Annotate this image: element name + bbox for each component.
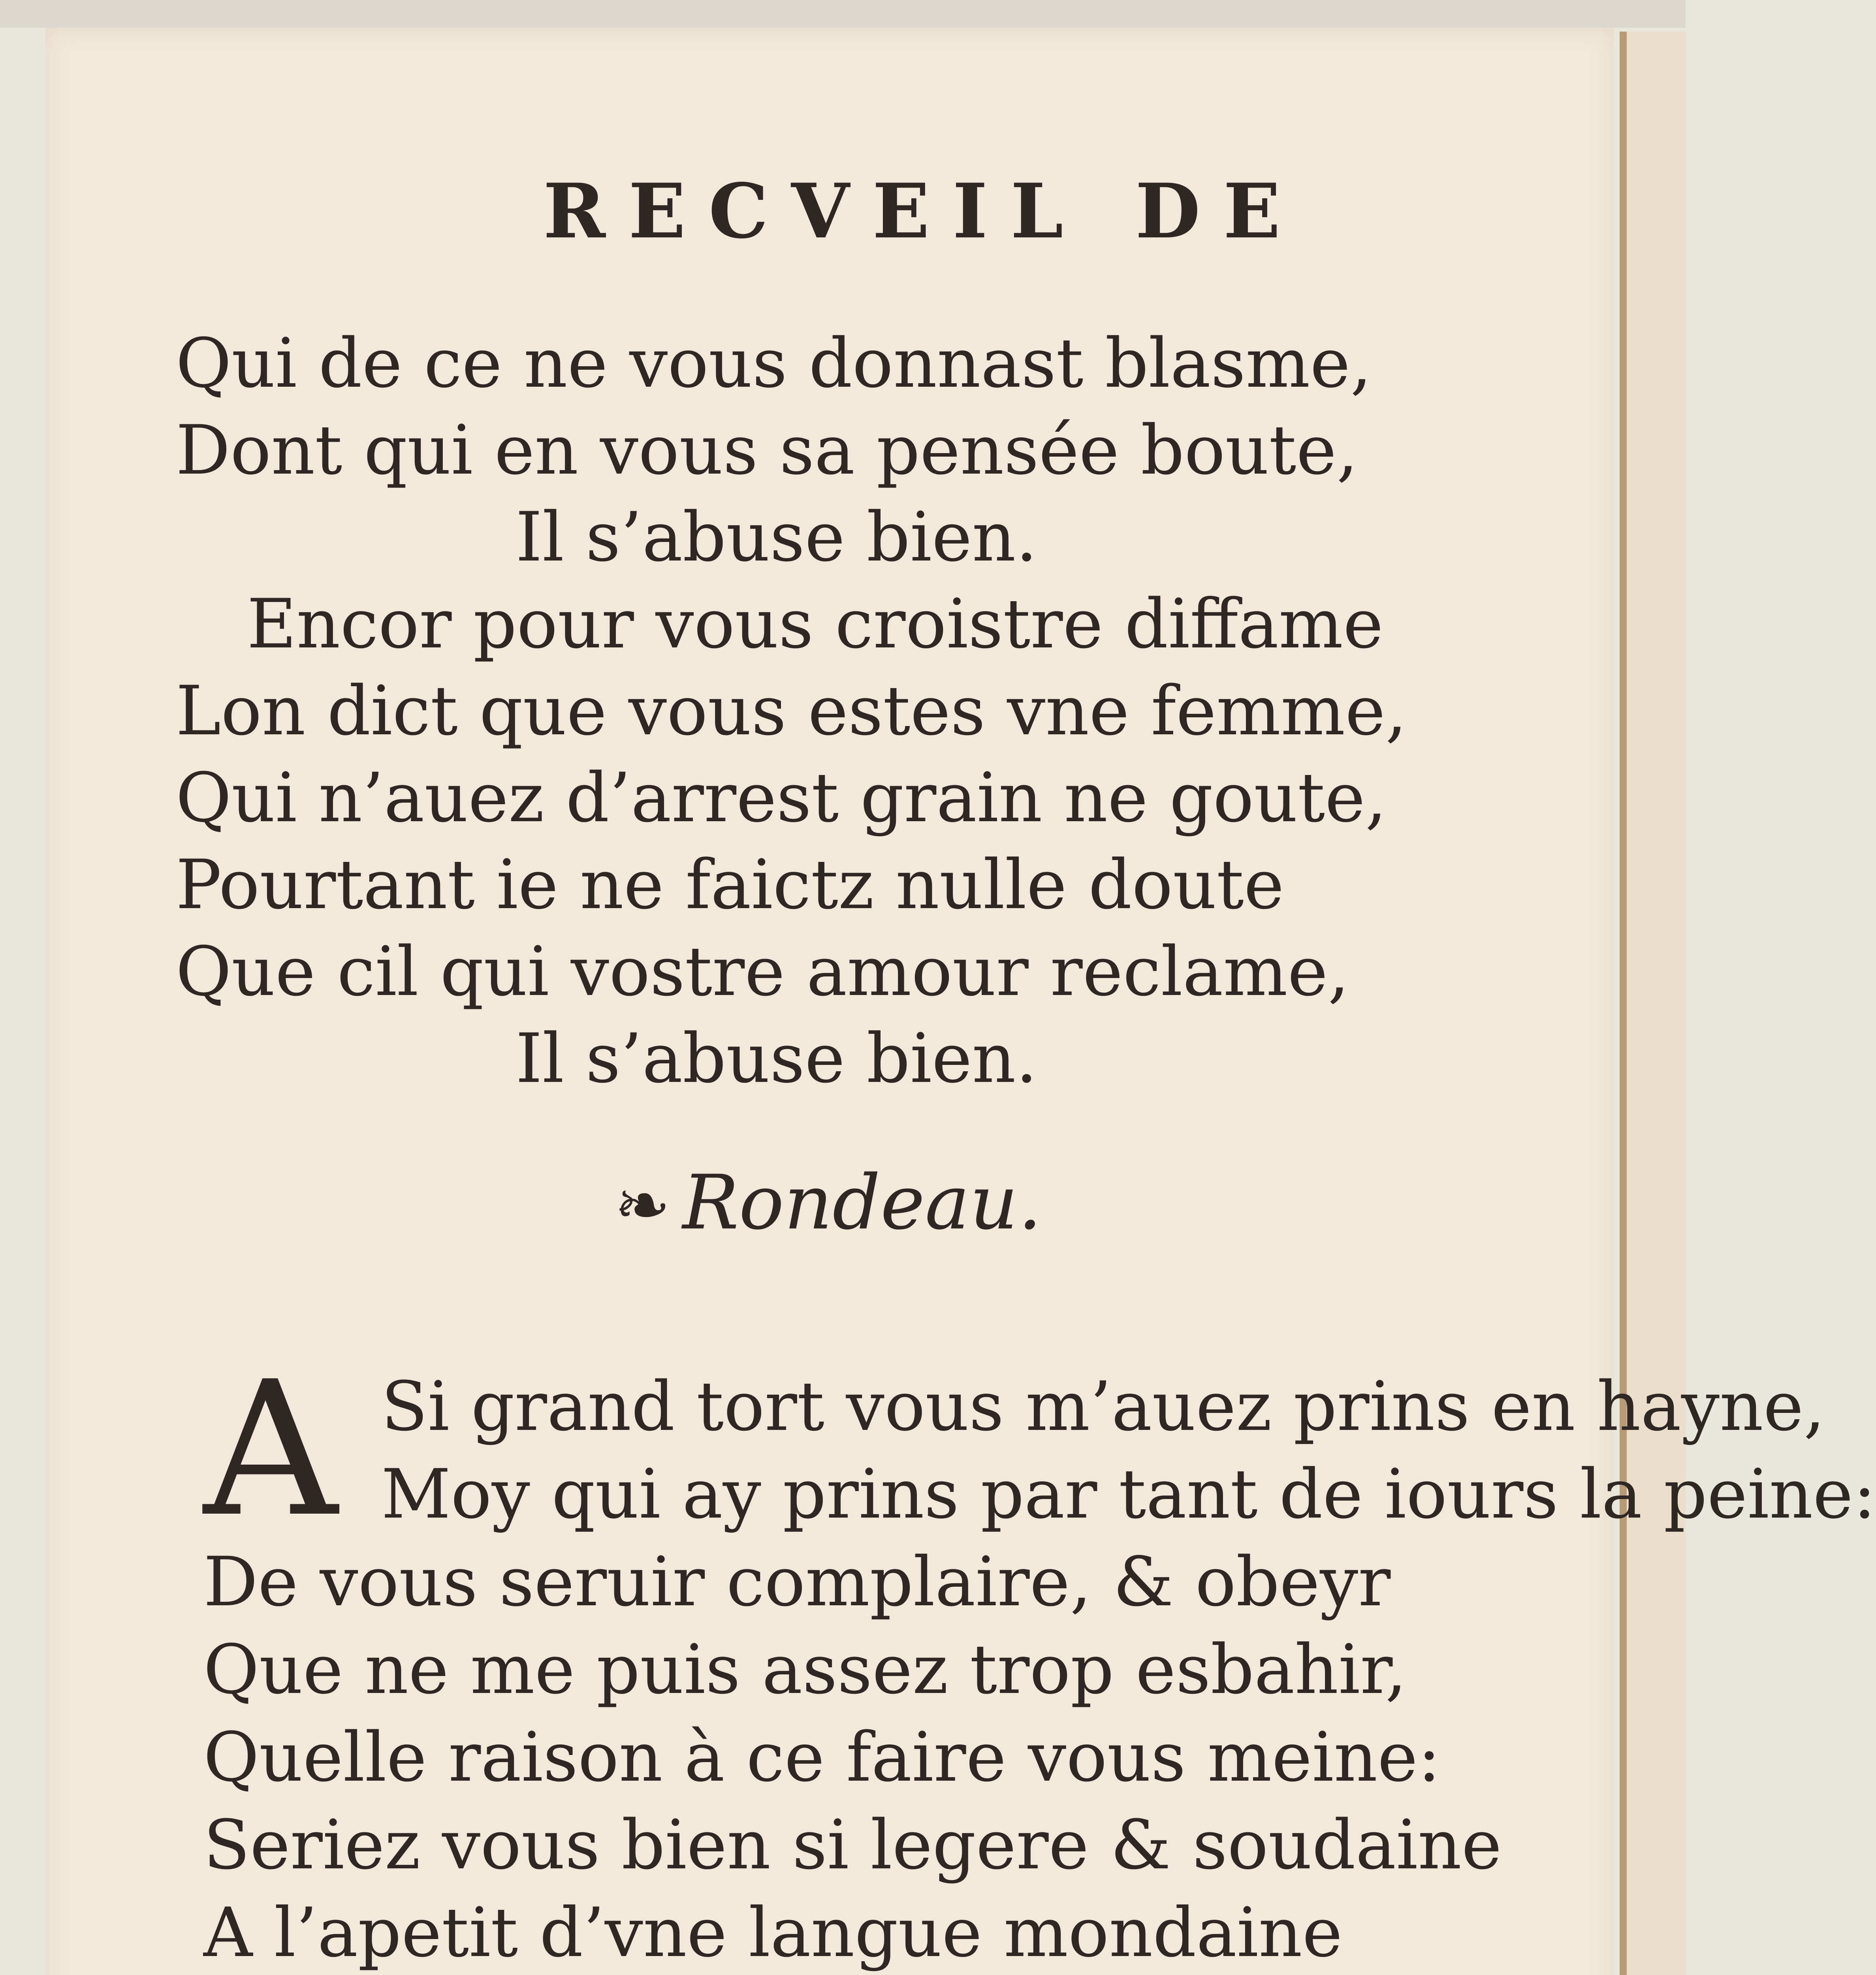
book-page (45, 28, 1876, 1975)
verse-line: Que ne me puis assez trop esbahir, (203, 1630, 1407, 1709)
verse-line: Qui de ce ne vous donnast blasme, (176, 324, 1372, 403)
verse-line: Moy qui ay prins par tant de iours la peine: (381, 1454, 1876, 1534)
verse-line: A l’apetit d’vne langue mondaine (203, 1893, 1343, 1972)
refrain-line: Il s’abuse bien. (516, 497, 1038, 577)
verse-line: Pourtant ie ne faictz nulle doute (176, 845, 1284, 924)
drop-cap: A (203, 1341, 338, 1557)
fleuron-icon: ❧ (614, 1166, 671, 1245)
rondeau-poem (203, 1341, 1876, 1975)
verse-line: Encor pour vous croistre diffame (247, 584, 1383, 664)
verse-line: Qui n’auez d’arrest grain ne goute, (176, 758, 1387, 837)
verse-line: Si grand tort vous m’auez prins en hayne, (381, 1367, 1825, 1446)
verse-line: De vous seruir complaire, & obeyr (203, 1542, 1391, 1621)
poem-ending (176, 320, 1598, 1102)
section-heading-text: Rondeau. (682, 1159, 1042, 1246)
verse-line: Que cil qui vostre amour reclame, (176, 932, 1349, 1011)
scan-backdrop-top (0, 0, 1686, 28)
verse-line: Seriez vous bien si legere & soudaine (203, 1805, 1502, 1885)
running-head: RECVEIL DE (543, 167, 1304, 255)
verse-line: Lon dict que vous estes vne femme, (176, 671, 1407, 750)
section-heading (614, 1159, 1042, 1246)
refrain-line: Il s’abuse bien. (516, 1019, 1038, 1098)
rondeau-opening (203, 1341, 1876, 1557)
verse-line: Quelle raison à ce faire vous meine: (203, 1717, 1441, 1797)
verse-line: Dont qui en vous sa pensée boute, (176, 410, 1358, 490)
